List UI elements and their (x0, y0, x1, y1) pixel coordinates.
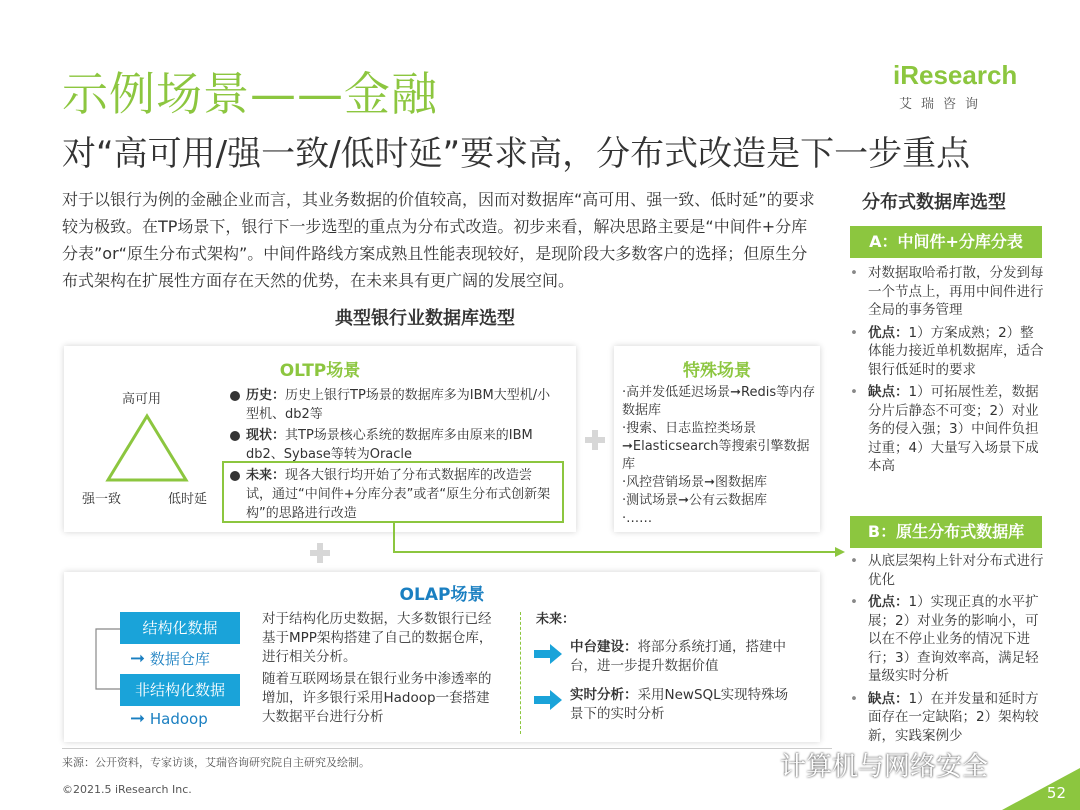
section-title: 典型银行业数据库选型 (335, 308, 515, 329)
connector-arrow (390, 520, 850, 560)
page-number-badge (1002, 768, 1080, 810)
olap-desc-2: 随着互联网场景在银行业务中渗透率的增加，许多银行采用Hadoop一套搭建大数据平台进行分析 (262, 671, 492, 725)
option-a-item: • 缺点：1）可拓展性差，数据分片后静态不可变；2）对业务的侵入强；3）中间件负担过重；4）大量写入场景下成本高 (850, 384, 1039, 474)
oltp-item-text: 其TP场景核心系统的数据库多由原来的IBM db2、Sybase等转为Oracle (246, 428, 533, 462)
right-panel-title: 分布式数据库选型 (862, 192, 1006, 213)
option-a-item: • 优点：1）方案成熟；2）整体能力接近单机数据库，适合银行低延时的要求 (850, 324, 1044, 378)
option-b-list (850, 552, 1045, 748)
option-a-list (850, 264, 1045, 480)
oltp-item-history (230, 386, 560, 424)
oltp-item-text: 历史上银行TP场景的数据库多为IBM大型机/小型机、db2等 (246, 388, 551, 422)
page-number: 52 (1046, 784, 1066, 802)
special-item: ·测试场景➞公有云数据库 (622, 493, 768, 508)
logo-subtext: 艾瑞咨询 (899, 97, 988, 112)
option-b-label: B：原生分布式数据库 (850, 516, 1042, 548)
intro-paragraph: 对于以银行为例的金融企业而言，其业务数据的价值较高，因而对数据库“高可用、强一致、低时延”的要求较为极致。在TP场景下，银行下一步选型的重点为分布式改造。初步来看，解决思路主要是“中间件+分库分表”or“原生分布式架构”。中间件路线方案成熟且性能表现较好，是现阶段大多数客户的选择；但原生分布式架构在扩展性方面存在天然的优势，在未来具有更广阔的发展空间。 (62, 190, 815, 290)
special-item: ·搜索、日志监控类场景➞Elasticsearch等搜索引擎数据库 (622, 421, 810, 472)
hadoop-label: ➞ Hadoop (130, 708, 208, 729)
page-subtitle: 对“高可用/强一致/低时延”要求高，分布式改造是下一步重点 (62, 134, 971, 174)
structured-data-box: 结构化数据 (120, 612, 240, 644)
olap-future-label: 未来： (536, 612, 576, 627)
warehouse-label: ➞ 数据仓库 (130, 648, 210, 669)
special-item: ·风控营销场景➞图数据库 (622, 475, 768, 490)
plus-icon (585, 430, 605, 450)
unstructured-data-box: 非结构化数据 (120, 674, 240, 706)
logo-text: iResearch (893, 60, 1018, 90)
bullet-icon (230, 391, 240, 401)
oltp-title: OLTP场景 (279, 361, 361, 381)
page-title: 示例场景——金融 (62, 67, 438, 121)
special-title: 特殊场景 (683, 361, 751, 381)
triangle-diagram (104, 412, 190, 484)
option-a-item: • 对数据取哈希打散，分发到每一个节点上，再用中间件进行全局的事务管理 (850, 265, 1044, 318)
olap-desc-1: 对于结构化历史数据，大多数银行已经基于MPP架构搭建了自己的数据仓库，进行相关分析。 (262, 611, 493, 665)
oltp-item-future (230, 466, 556, 523)
oltp-item-current (230, 426, 560, 464)
bullet-icon (230, 471, 240, 481)
footer-copyright: ©2021.5 iResearch Inc. (62, 783, 192, 796)
option-a-label: A：中间件+分库分表 (850, 226, 1042, 258)
footer-source: 来源：公开资料，专家访谈，艾瑞咨询研究院自主研究及绘制。 (62, 756, 370, 769)
option-b-item: • 缺点：1）在并发量和延时方面存在一定缺陷；2）架构较新，实践案例少 (850, 690, 1039, 744)
olap-card (64, 572, 820, 742)
watermark-text: 计算机与网络安全 (780, 752, 989, 782)
iresearch-logo (893, 60, 1023, 112)
olap-future-item: 实时分析：采用NewSQL实现特殊场景下的实时分析 (570, 687, 789, 722)
olap-title: OLAP场景 (399, 585, 485, 605)
option-b-item: • 从底层架构上针对分布式进行优化 (850, 553, 1044, 588)
triangle-label-right: 低时延 (168, 492, 208, 507)
oltp-card (64, 346, 576, 532)
future-arrow-icon (534, 644, 562, 668)
olap-future-item: 中台建设：将部分系统打通，搭建中台，进一步提升数据价值 (570, 639, 786, 674)
bullet-icon (230, 431, 240, 441)
special-item: ·高并发低延迟场景➞Redis等内存数据库 (622, 385, 816, 418)
oltp-item-label: 现状： (246, 428, 286, 443)
oltp-list (230, 386, 560, 470)
oltp-item-label: 历史： (246, 388, 286, 403)
oltp-item-label: 未来： (246, 468, 286, 483)
plus-icon (310, 543, 330, 563)
special-list (622, 384, 816, 528)
special-item: ·…… (622, 511, 653, 526)
oltp-future-box (222, 461, 564, 523)
footer-divider (62, 748, 832, 749)
triangle-label-left: 强一致 (82, 492, 122, 507)
option-b-item: • 优点：1）实现正真的水平扩展；2）对业务的影响小，可以在不停止业务的情况下进行；3）查询效率高，满足轻量级实时分析 (850, 594, 1039, 684)
olap-divider (520, 612, 521, 734)
triangle-label-top: 高可用 (122, 392, 162, 407)
oltp-item-text: 现各大银行均开始了分布式数据库的改造尝试，通过“中间件+分库分表”或者“原生分布式创新架构”的思路进行改造 (246, 468, 551, 521)
future-arrow-icon (534, 690, 562, 714)
special-card (614, 346, 820, 532)
